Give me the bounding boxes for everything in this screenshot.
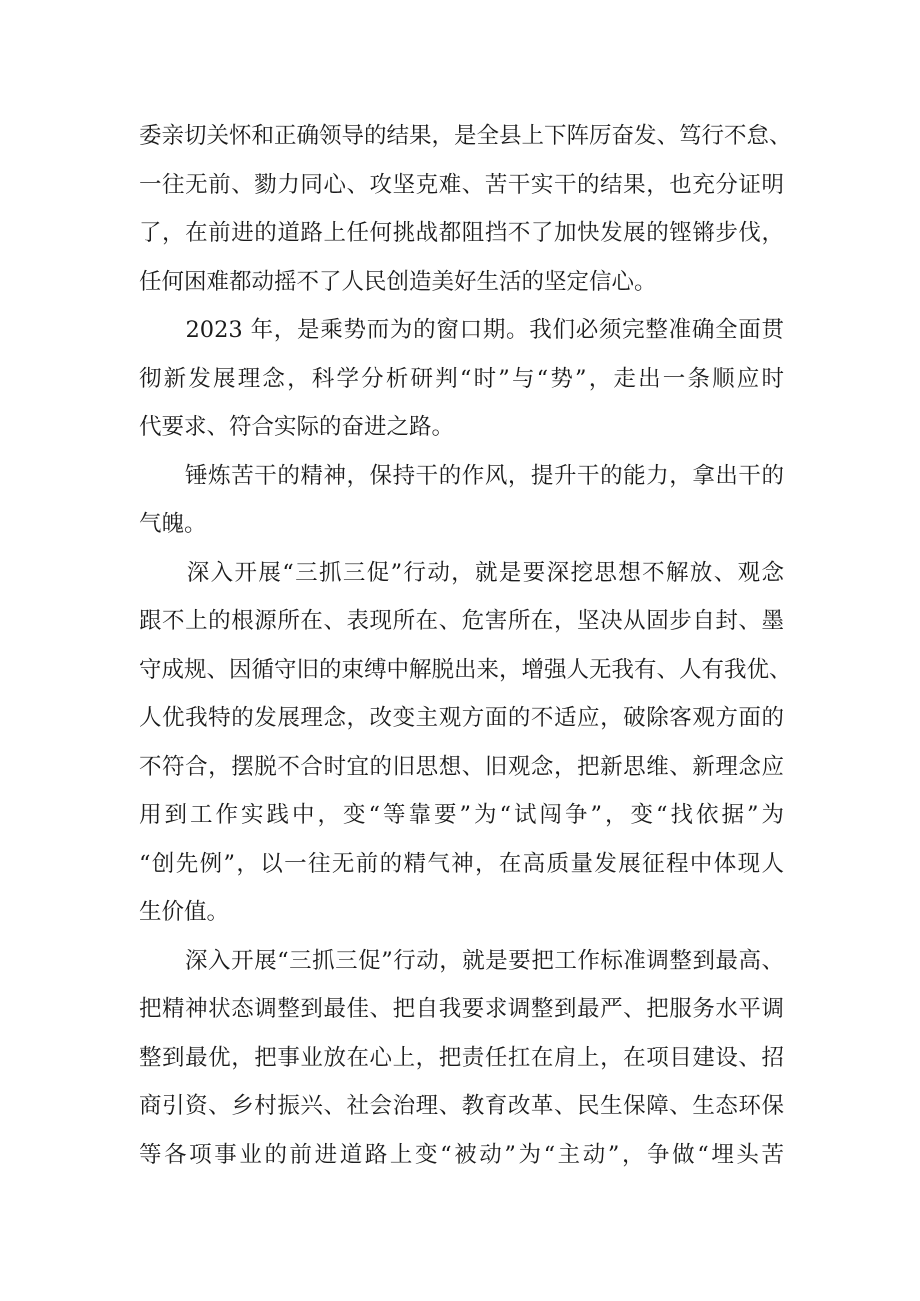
text-line: 深入开展“三抓三促”行动，就是要深挖思想不解放、观念 — [139, 559, 784, 586]
text-line: 跟不上的根源所在、表现所在、危害所在，坚决从固步自封、墨 — [139, 608, 784, 634]
text-line: 彻新发展理念，科学分析研判“时”与“势”，走出一条顺应时 — [139, 365, 784, 392]
text-line: 生价值。 — [139, 899, 230, 925]
text-line: 商引资、乡村振兴、社会治理、教育改革、民生保障、生态环保 — [139, 1093, 784, 1119]
text-line: 锤炼苦干的精神，保持干的作风，提升干的能力，拿出干的 — [139, 462, 784, 489]
text-line: 不符合，摆脱不合时宜的旧思想、旧观念，把新思维、新理念应 — [139, 753, 784, 780]
text-line: “创先例”，以一往无前的精气神，在高质量发展征程中体现人 — [139, 850, 784, 877]
text-line: 把精神状态调整到最佳、把自我要求调整到最严、把服务水平调 — [139, 996, 784, 1022]
text-line: 人优我特的发展理念，改变主观方面的不适应，破除客观方面的 — [139, 705, 784, 731]
text-line: 整到最优，把事业放在心上，把责任扛在肩上，在项目建设、招 — [139, 1044, 784, 1071]
text-line: 代要求、符合实际的奋进之路。 — [139, 414, 455, 440]
text-line: 深入开展“三抓三促”行动，就是要把工作标准调整到最高、 — [139, 947, 784, 974]
paragraph-3 — [139, 452, 784, 549]
text-line: 守成规、因循守旧的束缚中解脱出来，增强人无我有、人有我优、 — [139, 656, 792, 683]
text-line: 了，在前进的道路上任何挑战都阻挡不了加快发展的铿锵步伐， — [139, 220, 784, 246]
text-line: 任何困难都动摇不了人民创造美好生活的坚定信心。 — [139, 268, 657, 295]
text-line: 委亲切关怀和正确领导的结果，是全县上下阵厉奋发、笃行不怠、 — [139, 123, 792, 149]
paragraph-5 — [139, 937, 784, 1180]
text-line: 等各项事业的前进道路上变“被动”为“主动”，争做“埋头苦 — [139, 1141, 784, 1168]
text-line: 气魄。 — [139, 511, 207, 537]
paragraph-2 — [139, 306, 784, 452]
text-line: 用到工作实践中，变“等靠要”为“试闯争”，变“找依据”为 — [139, 802, 784, 828]
body-text — [139, 112, 792, 1179]
text-line: 2023 年，是乘势而为的窗口期。我们必须完整准确全面贯 — [139, 317, 784, 343]
text-line: 一往无前、勠力同心、攻坚克难、苦干实干的结果，也充分证明 — [139, 171, 784, 198]
paragraph-1 — [139, 112, 792, 306]
paragraph-4 — [139, 549, 792, 937]
